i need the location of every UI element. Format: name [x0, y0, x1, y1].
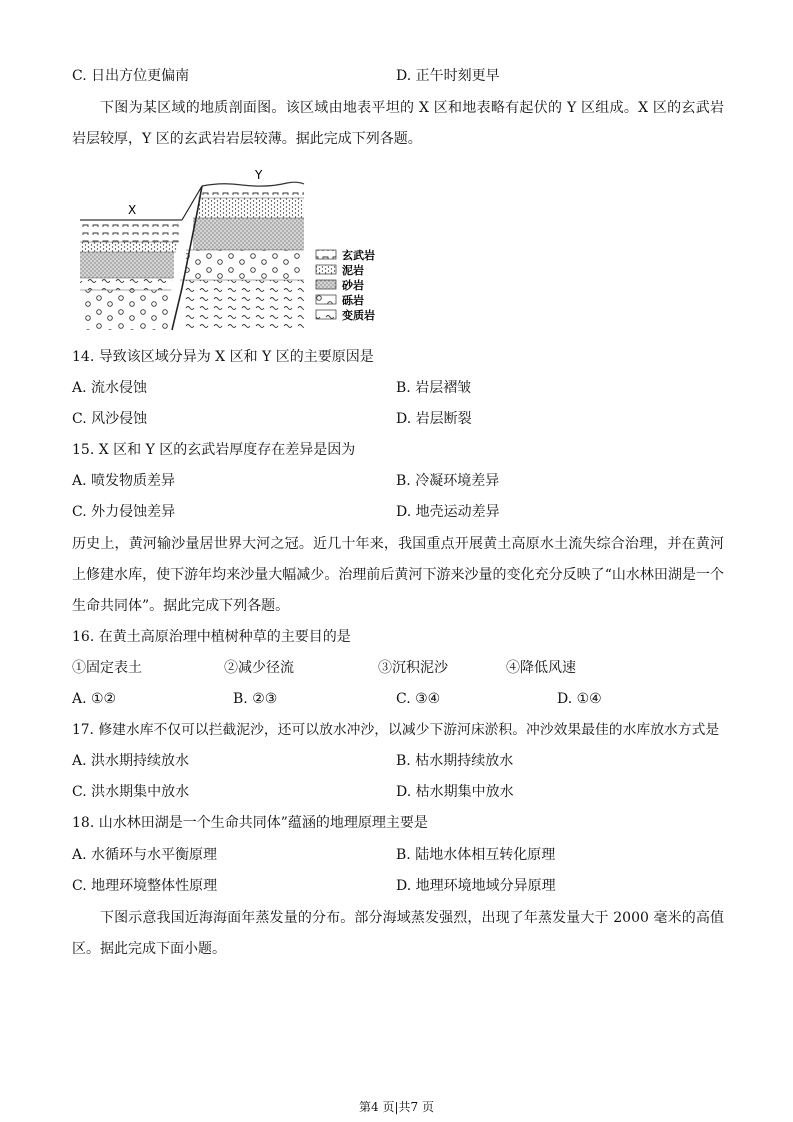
q14-option-b: B. 岩层褶皱: [396, 380, 472, 396]
q16-option-b: B. ②③: [233, 691, 278, 707]
page-footer: 第4 页|共7 页: [359, 1100, 434, 1114]
q16-option-d: D. ①④: [557, 691, 602, 707]
label-x: X: [128, 203, 137, 217]
question-15: 15. X 区和 Y 区的玄武岩厚度存在差异是因为: [72, 442, 356, 458]
question-17: 17. 修建水库不仅可以拦截泥沙，还可以放水冲沙，以减少下游河床淤积。冲沙效果最佳的水库放水方式是: [72, 722, 720, 738]
q15-option-b: B. 冷凝环境差异: [396, 473, 500, 489]
label-y: Y: [255, 168, 263, 182]
q16-statement-1: ①固定表土: [72, 660, 142, 676]
q18-option-b: B. 陆地水体相互转化原理: [396, 847, 556, 863]
question-18: 18. 山水林田湖是一个生命共同体”蕴涵的地理原理主要是: [72, 815, 428, 831]
q15-option-a: A. 喷发物质差异: [72, 473, 176, 489]
q15-option-d: D. 地壳运动差异: [396, 504, 500, 520]
q14-option-d: D. 岩层断裂: [396, 411, 472, 427]
legend-sandstone: 砂岩: [342, 279, 364, 292]
option-d-prev: D. 正午时刻更早: [396, 68, 500, 84]
q17-option-d: D. 枯水期集中放水: [396, 784, 514, 800]
q16-statement-3: ③沉积泥沙: [378, 660, 448, 676]
q16-statement-4: ④降低风速: [506, 660, 576, 676]
q14-option-a: A. 流水侵蚀: [72, 380, 148, 396]
legend-conglomerate: 砾岩: [342, 294, 364, 307]
q14-option-c: C. 风沙侵蚀: [72, 411, 148, 427]
q16-option-a: A. ①②: [72, 691, 117, 707]
q18-option-a: A. 水循环与水平衡原理: [72, 847, 218, 863]
intro-paragraph-yellow-river: 历史上，黄河输沙量居世界大河之冠。近几十年来，我国重点开展黄土高原水土流失综合治理，并在黄河上修建水库，使下游年均来沙量大幅减少。治理前后黄河下游来沙量的变化充分反映了“山水林田湖是一个生命共同体”。据此完成下列各题。: [72, 536, 724, 614]
intro-paragraph-geology: 下图为某区域的地质剖面图。该区域由地表平坦的 X 区和地表略有起伏的 Y 区组成。X 区的玄武岩岩层较厚，Y 区的玄武岩岩层较薄。据此完成下列各题。: [72, 100, 724, 147]
option-c-prev: C. 日出方位更偏南: [72, 68, 190, 84]
q18-option-c: C. 地理环境整体性原理: [72, 878, 218, 894]
x-zone-strata: [80, 220, 182, 330]
q16-statement-2: ②减少径流: [224, 660, 294, 676]
q15-option-c: C. 外力侵蚀差异: [72, 504, 176, 520]
legend-metamorphic: 变质岩: [342, 309, 375, 322]
q17-option-b: B. 枯水期持续放水: [396, 753, 514, 769]
question-14: 14. 导致该区域分异为 X 区和 Y 区的主要原因是: [72, 349, 374, 365]
question-16: 16. 在黄土高原治理中植树种草的主要目的是: [72, 629, 351, 645]
intro-paragraph-evaporation: 下图示意我国近海海面年蒸发量的分布。部分海域蒸发强烈，出现了年蒸发量大于 2000 毫米的高值区。据此完成下面小题。: [72, 910, 724, 957]
legend-mudstone: 泥岩: [342, 264, 364, 277]
q17-option-c: C. 洪水期集中放水: [72, 784, 190, 800]
q18-option-d: D. 地理环境地域分异原理: [396, 878, 556, 894]
q16-option-c: C. ③④: [396, 691, 441, 707]
legend-basalt: 玄武岩: [342, 249, 375, 262]
geologic-section-diagram: [72, 168, 392, 340]
q17-option-a: A. 洪水期持续放水: [72, 753, 190, 769]
legend: [316, 248, 375, 322]
